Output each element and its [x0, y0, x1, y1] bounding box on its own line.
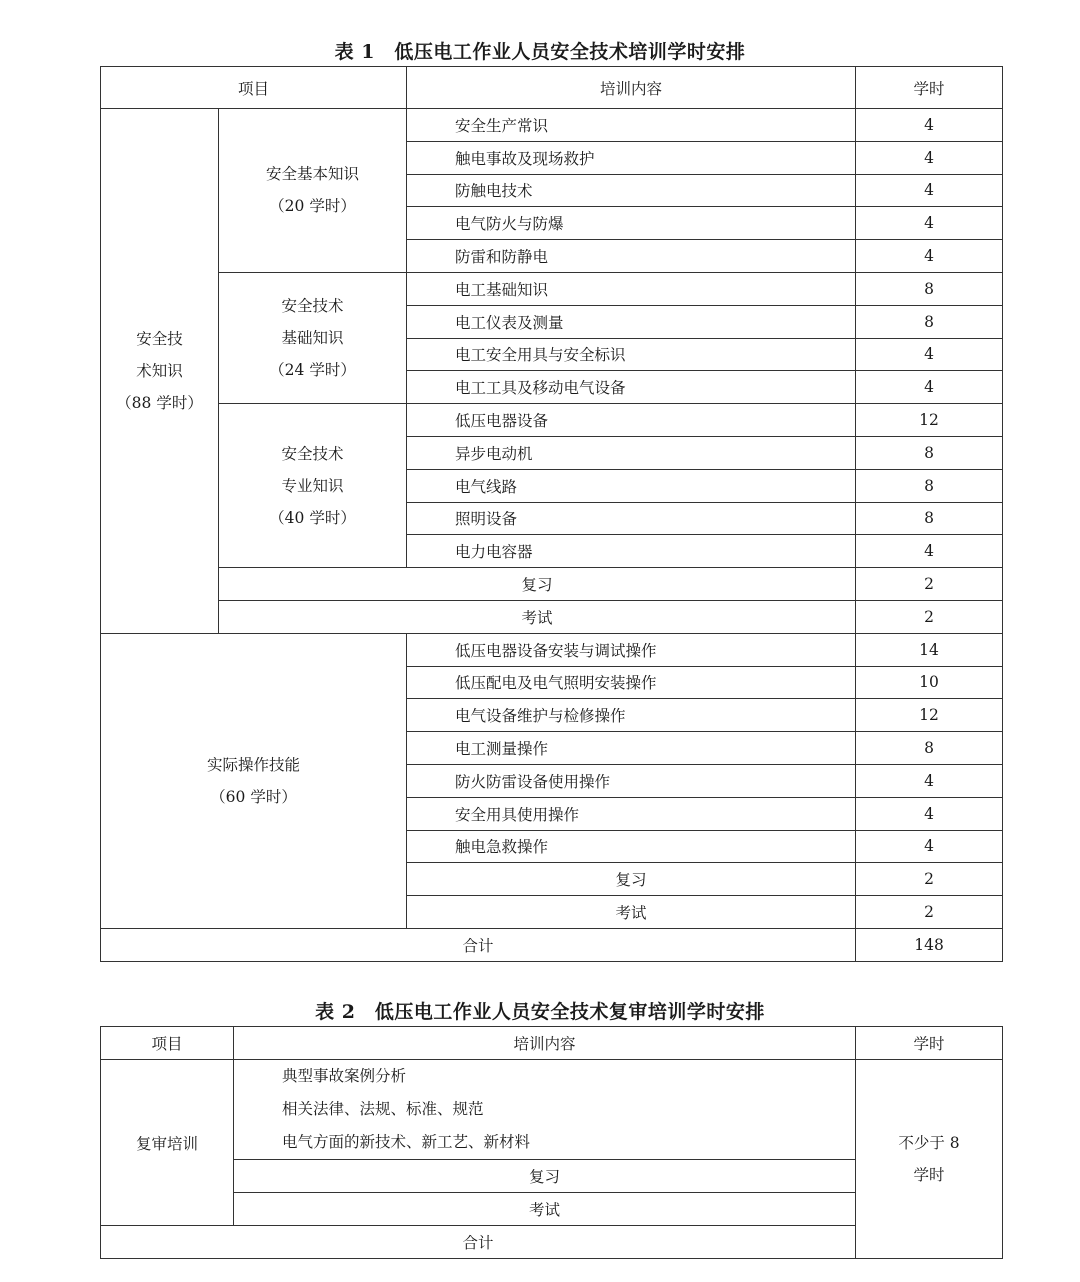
hours-cell: 8 [856, 436, 1003, 469]
header-item: 项目 [101, 1027, 234, 1060]
hours-cell: 12 [856, 699, 1003, 732]
hours-cell: 2 [856, 568, 1003, 601]
content-cell: 防火防雷设备使用操作 [407, 764, 856, 797]
table-row [101, 1060, 1003, 1160]
table1-total-row [101, 928, 1003, 961]
table-row [101, 633, 1003, 666]
hours-cell: 2 [856, 600, 1003, 633]
header-content: 培训内容 [234, 1027, 856, 1060]
table2-caption: 表 2 低压电工作业人员安全技术复审培训学时安排 [315, 1001, 765, 1023]
content-cell: 电工测量操作 [407, 732, 856, 765]
exam-cell: 考试 [234, 1193, 856, 1226]
content-cell: 触电事故及现场救护 [407, 141, 856, 174]
practice-exam-cell: 考试 [407, 896, 856, 929]
content-cell: 照明设备 [407, 502, 856, 535]
header-hours: 学时 [856, 1027, 1003, 1060]
content-cell: 电力电容器 [407, 535, 856, 568]
hours-cell: 12 [856, 404, 1003, 437]
hours-cell: 4 [856, 174, 1003, 207]
knowledge-group-label: 安全技 术知识 （88 学时） [101, 109, 219, 634]
content-cell: 防雷和防静电 [407, 240, 856, 273]
total-hours: 148 [856, 928, 1003, 961]
hours-cell: 8 [856, 469, 1003, 502]
total-label: 合计 [101, 928, 856, 961]
table1 [100, 66, 1003, 962]
table-row [101, 109, 1003, 142]
review-cell: 复习 [234, 1160, 856, 1193]
foundation-subgroup-label: 安全技术 基础知识 （24 学时） [219, 272, 407, 403]
content-cell: 安全用具使用操作 [407, 797, 856, 830]
table1-header-row [101, 67, 1003, 109]
hours-cell: 14 [856, 633, 1003, 666]
hours-cell: 2 [856, 863, 1003, 896]
table1-caption: 表 1 低压电工作业人员安全技术培训学时安排 [334, 41, 746, 63]
content-cell: 安全生产常识 [407, 109, 856, 142]
content-cell: 电工基础知识 [407, 272, 856, 305]
content-cell: 触电急救操作 [407, 830, 856, 863]
hours-cell: 10 [856, 666, 1003, 699]
content-cell: 低压电器设备 [407, 404, 856, 437]
review-training-label: 复审培训 [101, 1060, 234, 1226]
table-row [101, 272, 1003, 305]
header-content: 培训内容 [407, 67, 856, 109]
practice-review-cell: 复习 [407, 863, 856, 896]
content-cell: 电气防火与防爆 [407, 207, 856, 240]
hours-cell: 4 [856, 830, 1003, 863]
hours-cell: 4 [856, 338, 1003, 371]
hours-cell: 8 [856, 305, 1003, 338]
hours-cell: 2 [856, 896, 1003, 929]
knowledge-review-cell: 复习 [219, 568, 856, 601]
professional-subgroup-label: 安全技术 专业知识 （40 学时） [219, 404, 407, 568]
list-item: 典型事故案例分析 [282, 1067, 407, 1085]
hours-cell: 4 [856, 141, 1003, 174]
table-row [101, 568, 1003, 601]
hours-cell: 4 [856, 764, 1003, 797]
hours-cell: 4 [856, 371, 1003, 404]
hours-cell: 8 [856, 502, 1003, 535]
list-item: 相关法律、法规、标准、规范 [282, 1100, 484, 1118]
content-cell: 电工工具及移动电气设备 [407, 371, 856, 404]
content-cell: 异步电动机 [407, 436, 856, 469]
content-cell: 低压电器设备安装与调试操作 [407, 633, 856, 666]
content-cell: 防触电技术 [407, 174, 856, 207]
table-row [101, 404, 1003, 437]
table2-header-row [101, 1027, 1003, 1060]
hours-cell: 4 [856, 797, 1003, 830]
review-content-list [234, 1060, 856, 1160]
table-row [101, 600, 1003, 633]
list-item: 电气方面的新技术、新工艺、新材料 [282, 1133, 531, 1151]
hours-cell: 4 [856, 207, 1003, 240]
hours-cell: 4 [856, 109, 1003, 142]
practice-group-label: 实际操作技能 （60 学时） [101, 633, 407, 928]
basic-subgroup-label: 安全基本知识 （20 学时） [219, 109, 407, 273]
knowledge-exam-cell: 考试 [219, 600, 856, 633]
header-item: 项目 [101, 67, 407, 109]
review-hours-cell: 不少于 8 学时 [856, 1060, 1003, 1259]
header-hours: 学时 [856, 67, 1003, 109]
hours-cell: 8 [856, 272, 1003, 305]
hours-cell: 4 [856, 240, 1003, 273]
content-cell: 电气线路 [407, 469, 856, 502]
content-cell: 低压配电及电气照明安装操作 [407, 666, 856, 699]
table2 [100, 1026, 1003, 1259]
total-label: 合计 [101, 1226, 856, 1259]
content-cell: 电气设备维护与检修操作 [407, 699, 856, 732]
hours-cell: 4 [856, 535, 1003, 568]
hours-cell: 8 [856, 732, 1003, 765]
content-cell: 电工仪表及测量 [407, 305, 856, 338]
content-cell: 电工安全用具与安全标识 [407, 338, 856, 371]
